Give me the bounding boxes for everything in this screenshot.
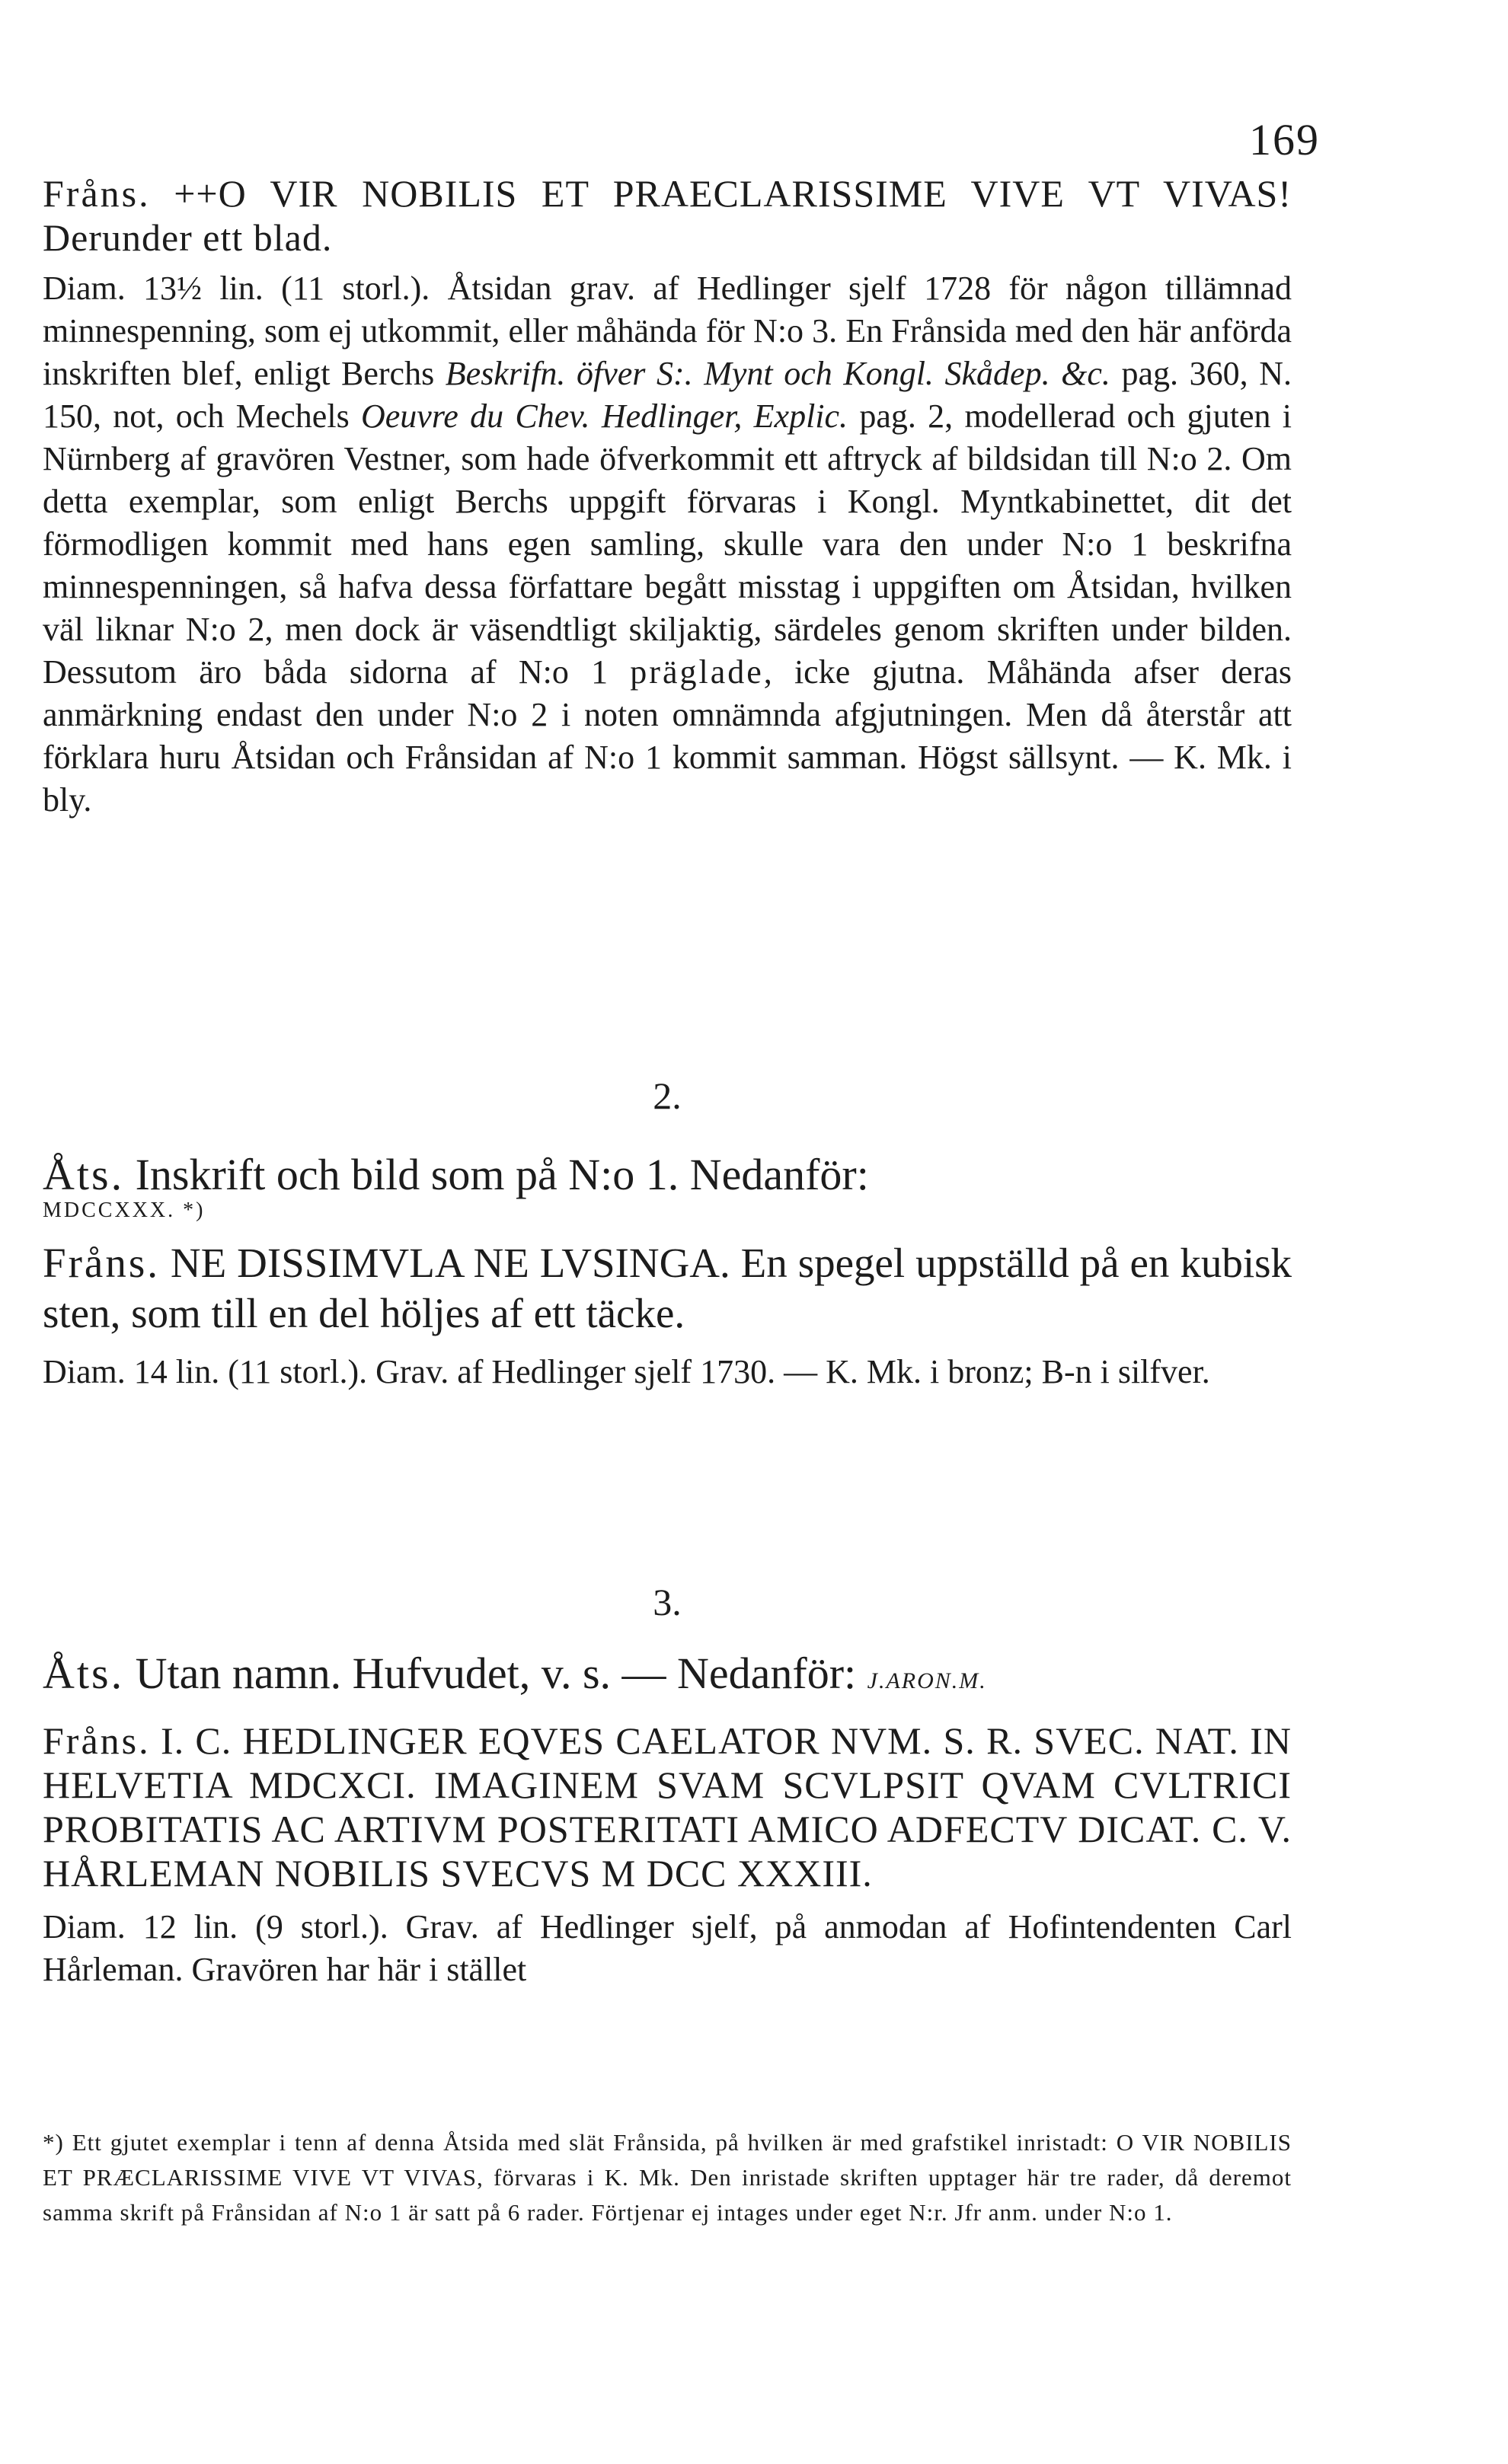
section-1-description [43, 267, 1292, 822]
frans-label: Fråns. [43, 1240, 160, 1286]
ats-signature: J.ARON.M. [867, 1668, 987, 1693]
ats-text: Utan namn. Hufvudet, v. s. — Nedanför: [135, 1649, 857, 1698]
section-2-frans [43, 1238, 1292, 1339]
section-2-description: Diam. 14 lin. (11 storl.). Grav. af Hedlinger sjelf 1730. — K. Mk. i bronz; B-n i silfver. [43, 1353, 1210, 1390]
section-3-ats [43, 1649, 1292, 1706]
desc-italic-ref: Beskrifn. öfver S:. Mynt och Kongl. Skådep. &c. [445, 355, 1110, 392]
footnote: *) Ett gjutet exemplar i tenn af denna Åtsida med slät Frånsida, på hvilken är med grafstikel inristadt: O VIR NOBILIS ET PRÆCLARISSIME VIVE VT VIVAS, förvaras i K. Mk. Den inristade skriften upptager här tre rader, då deremot samma skrift på Frånsidan af N:o 1 är satt på 6 rader. Förtjenar ej intages under eget N:r. Jfr anm. under N:o 1. [43, 2129, 1292, 2226]
ats-text: Inskrift och bild som på N:o 1. Nedanför: [135, 1150, 869, 1199]
desc-part: Diam. 13½ lin. (11 storl.). Åtsidan grav. af Hedlinger sjelf 1728 för någon tillämnad minnespenning, som ej utkommit, eller måhända för N:o 3. En Frånsida med den här anförda inskriften blef, enligt Berchs [43, 270, 1292, 392]
section-2-number: 2. [653, 1074, 682, 1117]
section-3-frans [43, 1719, 1292, 1895]
desc-spaced-word: präglade [630, 653, 764, 691]
section-3-number: 3. [653, 1581, 682, 1623]
frans-inscription: ++O VIR NOBILIS ET PRAECLARISSIME VIVE VT VIVAS! Derunder ett blad. [43, 172, 1292, 259]
frans-inscription: I. C. HEDLINGER EQVES CAELATOR NVM. S. R. SVEC. NAT. IN HELVETIA MDCXCI. IMAGINEM SVAM SCVLPSIT QVAM CVLTRICI PROBITATIS AC ARTIVM POSTERITATI AMICO ADFECTV DICAT. C. V. HÅRLEMAN NOBILIS SVECVS M DCC XXXIII. [43, 1719, 1292, 1894]
ats-label: Åts. [43, 1150, 125, 1199]
section-2-ats [43, 1150, 1292, 1200]
desc-part: pag. 2, modellerad och gjuten i Nürnberg af gravören Vestner, som hade öfverkommit ett aftryck af bildsidan till N:o 2. Om detta exemplar, som enligt Berchs uppgift förvaras i Kongl. Myntkabinettet, dit det förmodligen kommit med hans egen samling, skulle vara den under N:o 1 beskrifna minnespenningen, så hafva dessa författare begått misstag i uppgiften om Åtsidan, hvilken väl liknar N:o 2, men dock är väsendtligt skiljaktig, särdeles genom skriften under bilden. Dessutom äro båda sidorna af N:o 1 [43, 397, 1292, 691]
section-1 [43, 171, 1292, 822]
ats-date-line: MDCCXXX. *) [43, 1198, 206, 1222]
section-2 [43, 1150, 1292, 1393]
section-3-description: Diam. 12 lin. (9 storl.). Grav. af Hedlinger sjelf, på anmodan af Hofintendenten Carl Hårleman. Gravören har här i stället [43, 1908, 1292, 1988]
section-1-frans [43, 171, 1292, 260]
desc-part: , icke gjutna. Måhända afser deras anmärkning endast den under N:o 2 i noten omnämnda afgjutningen. Men då återstår att förklara huru Åtsidan och Frånsidan af N:o 1 kommit samman. Högst sällsynt. — K. Mk. i bly. [43, 653, 1292, 819]
ats-label: Åts. [43, 1649, 125, 1698]
page-number: 169 [1249, 115, 1320, 164]
frans-text: NE DISSIMVLA NE LVSINGA. En spegel uppställd på en kubisk sten, som till en del höljes af ett täcke. [43, 1240, 1292, 1336]
section-3 [43, 1649, 1292, 1991]
frans-label: Fråns. [43, 172, 151, 215]
desc-part: pag. 360, N. 150, not, och Mechels [43, 355, 1292, 435]
desc-italic-ref: Oeuvre du Chev. Hedlinger, Explic. [360, 397, 848, 435]
frans-label: Fråns. [43, 1719, 151, 1762]
